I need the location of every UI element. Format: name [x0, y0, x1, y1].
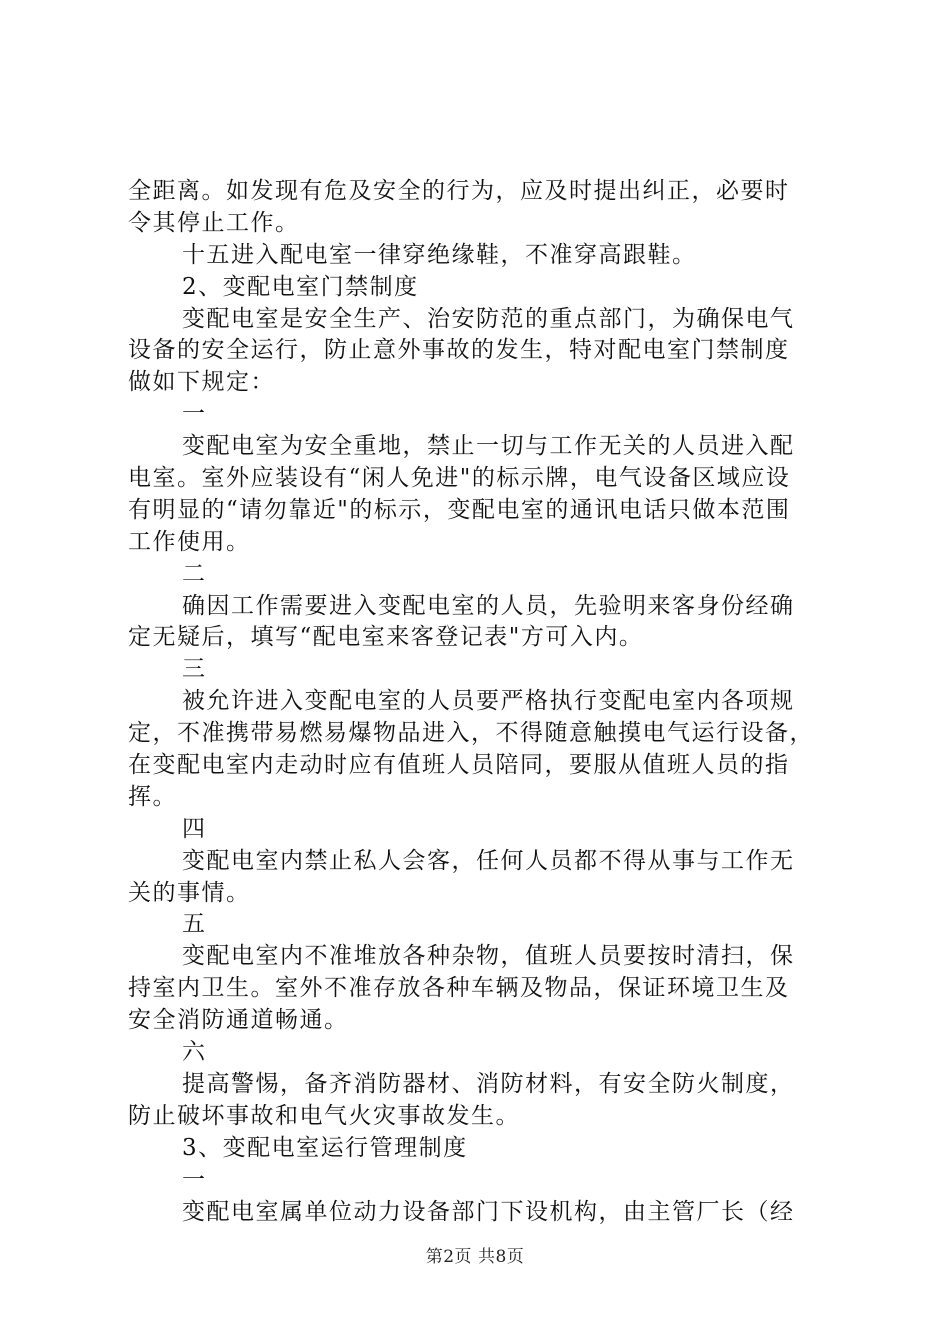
page-number-footer: 第2页 共8页 [425, 1247, 525, 1267]
text-line: 变配电室内禁止私人会客，任何人员都不得从事与工作无 [182, 847, 795, 874]
text-line: 定无疑后，填写“配电室来客登记表"方可入内。 [128, 624, 644, 651]
text-line: 电室。室外应装设有“闲人免进"的标示牌，电气设备区域应设 [128, 465, 791, 492]
text-line: 变配电室是安全生产、治安防范的重点部门，为确保电气 [182, 305, 795, 332]
text-line: 十五进入配电室一律穿绝缘鞋，不准穿高跟鞋。 [182, 241, 697, 268]
text-line: 3、变配电室运行管理制度 [182, 1134, 468, 1161]
text-line: 设备的安全运行，防止意外事故的发生，特对配电室门禁制度 [128, 337, 790, 364]
text-line: 确因工作需要进入变配电室的人员，先验明来客身份经确 [182, 592, 795, 619]
text-line: 一 [182, 401, 207, 428]
text-line: 三 [182, 656, 207, 683]
document-body [128, 176, 838, 1228]
text-line: 变配电室为安全重地，禁止一切与工作无关的人员进入配 [182, 433, 795, 460]
text-line: 在变配电室内走动时应有值班人员陪同，要服从值班人员的指 [128, 752, 790, 779]
text-line: 变配电室内不准堆放各种杂物，值班人员要按时清扫，保 [182, 943, 795, 970]
text-line: 防止破坏事故和电气火灾事故发生。 [128, 1102, 520, 1129]
text-line: 变配电室属单位动力设备部门下设机构，由主管厂长（经 [182, 1198, 795, 1225]
text-line: 安全消防通道畅通。 [128, 1007, 349, 1034]
text-line: 五 [182, 911, 207, 938]
text-line: 一 [182, 1166, 207, 1193]
text-line: 提高警惕，备齐消防器材、消防材料，有安全防火制度， [182, 1070, 795, 1097]
text-line: 有明显的“请勿靠近"的标示，变配电室的通讯电话只做本范围 [128, 496, 791, 523]
text-line: 定，不准携带易燃易爆物品进入，不得随意触摸电气运行设备， [128, 720, 814, 747]
text-line: 全距离。如发现有危及安全的行为，应及时提出纠正，必要时 [128, 178, 790, 204]
text-line: 持室内卫生。室外不准存放各种车辆及物品，保证环境卫生及 [128, 975, 790, 1002]
text-line: 做如下规定： [128, 369, 275, 396]
text-line: 令其停止工作。 [128, 209, 300, 236]
text-line: 被允许进入变配电室的人员要严格执行变配电室内各项规 [182, 688, 795, 715]
text-line: 挥。 [128, 783, 177, 810]
text-line: 二 [182, 560, 207, 587]
text-line: 六 [182, 1039, 207, 1066]
text-line: 2、变配电室门禁制度 [182, 273, 419, 300]
text-line: 工作使用。 [128, 528, 251, 555]
text-line: 关的事情。 [128, 879, 251, 906]
text-line: 四 [182, 815, 207, 842]
